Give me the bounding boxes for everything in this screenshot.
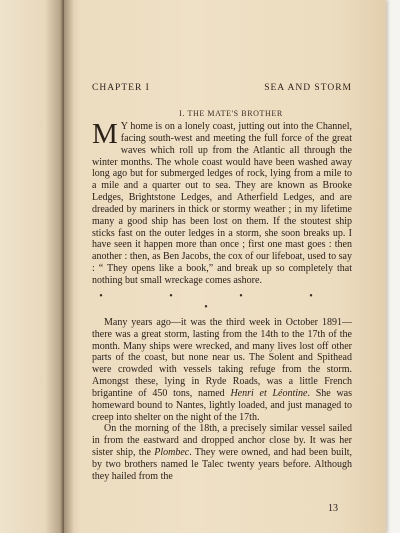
paragraph-1-text: Y home is on a lonely coast, jutting out into the Channel, facing south-west and meeting the full force of the great waves which roll up from the Atlantic all through the winter months. The whole coast would have been washed away long ago but for submerged ledges of rock, lying from a mile to a mile and a quarter out to sea. They are known as Brooke Ledges, Brightstone Ledges, and Atherfield Ledges, and are dreaded by mariners in thick or stormy weather ; in my lifetime many a good ship has been lost on them. If the stoutest ship sticks fast on the outer ledges in a storm, she soon breaks up. I have seen it happen more than once ; first one mast goes : then another : then, as Ben Jacobs, the cox of our lifeboat, used to say : “ They opens like a book,” and break up so completely that nothing but small wreckage comes ashore. [92,121,352,286]
ship-name-plombec: Plombec [154,447,190,459]
paragraph-2b-after: . She was homeward bound to Nantes, lightly loaded, and just managed to creep into shelter on the night of the 17th. [92,387,353,423]
page-number: 13 [328,503,338,514]
paragraph-2-text: Many years ago—it was the third week in October 1891—there was a great storm, lasting from the 14th to the 17th of the month. Many ships were wrecked, and many lives lost off other parts of the coast, but none near us. The Solent and Spithead were crowded with vessels taking refuge from the storm. Amongst these, lying in Ryde Roads, was a little French brigantine of 450 tons, [92,316,352,399]
left-page-edge [0,0,64,533]
page-text [92,83,352,483]
chapter-title: SEA AND STORM [264,83,352,93]
paragraph-1 [92,118,352,287]
running-head [92,83,352,93]
paragraph-3-after: . They were owned, and had been built, by two brothers named le Talec twenty years before. Although they hailed from the [92,447,352,482]
paragraph-2b-before: named [198,387,231,399]
spine-shadow [64,0,74,533]
paragraph-2 [92,317,352,424]
section-separator: • • • • • [99,290,345,313]
paragraph-3-before: On the morning of the 18th, a precisely similar vessel sailed in from the eastward and dropped anchor close by. It was her sister ship, the [92,423,352,459]
section-title: I. THE MATE'S BROTHER [179,109,283,118]
ship-name-henri: Henri et Léontine [230,387,308,399]
chapter-label: CHAPTER I [92,83,150,93]
paragraph-3 [92,423,352,482]
drop-cap: M [92,118,118,150]
